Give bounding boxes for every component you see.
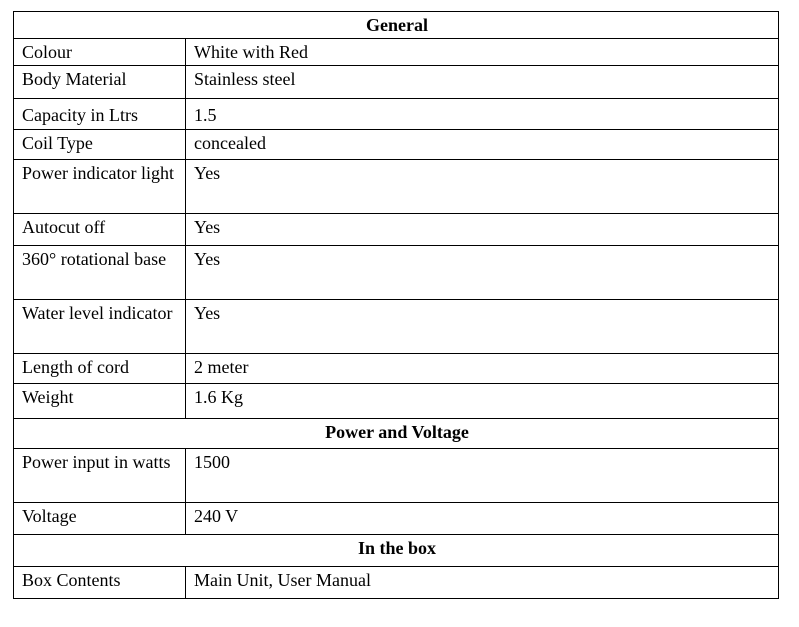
table-row bbox=[14, 246, 779, 300]
spec-value: Yes bbox=[186, 300, 779, 354]
table-row bbox=[14, 66, 779, 99]
spec-label: Coil Type bbox=[14, 130, 186, 160]
spec-label: Length of cord bbox=[14, 354, 186, 384]
spec-value: Yes bbox=[186, 214, 779, 246]
section-title-power-and-voltage: Power and Voltage bbox=[14, 419, 779, 449]
spec-label: Body Material bbox=[14, 66, 186, 99]
spec-value: 1500 bbox=[186, 449, 779, 503]
spec-label: Voltage bbox=[14, 503, 186, 535]
spec-label: Power indicator light bbox=[14, 160, 186, 214]
spec-value: concealed bbox=[186, 130, 779, 160]
section-title-in-the-box: In the box bbox=[14, 535, 779, 567]
spec-value: Yes bbox=[186, 246, 779, 300]
section-title-general: General bbox=[14, 12, 779, 39]
spec-label: Water level indicator bbox=[14, 300, 186, 354]
spec-label: Power input in watts bbox=[14, 449, 186, 503]
table-row bbox=[14, 503, 779, 535]
spec-value: 240 V bbox=[186, 503, 779, 535]
spec-value: White with Red bbox=[186, 39, 779, 66]
spec-value: 2 meter bbox=[186, 354, 779, 384]
spec-value: 1.6 Kg bbox=[186, 384, 779, 419]
section-header-row bbox=[14, 419, 779, 449]
spec-label: Colour bbox=[14, 39, 186, 66]
section-header-row bbox=[14, 12, 779, 39]
spec-value: Main Unit, User Manual bbox=[186, 567, 779, 599]
specifications-table bbox=[13, 11, 779, 599]
spec-label: Capacity in Ltrs bbox=[14, 99, 186, 130]
table-row bbox=[14, 99, 779, 130]
table-row bbox=[14, 354, 779, 384]
table-row bbox=[14, 39, 779, 66]
table-row bbox=[14, 130, 779, 160]
table-row bbox=[14, 449, 779, 503]
table-row bbox=[14, 567, 779, 599]
spec-label: Autocut off bbox=[14, 214, 186, 246]
spec-value: Stainless steel bbox=[186, 66, 779, 99]
table-row bbox=[14, 300, 779, 354]
spec-value: Yes bbox=[186, 160, 779, 214]
spec-value: 1.5 bbox=[186, 99, 779, 130]
table-row bbox=[14, 160, 779, 214]
section-header-row bbox=[14, 535, 779, 567]
spec-label: 360° rotational base bbox=[14, 246, 186, 300]
spec-label: Weight bbox=[14, 384, 186, 419]
table-row bbox=[14, 384, 779, 419]
table-row bbox=[14, 214, 779, 246]
spec-label: Box Contents bbox=[14, 567, 186, 599]
